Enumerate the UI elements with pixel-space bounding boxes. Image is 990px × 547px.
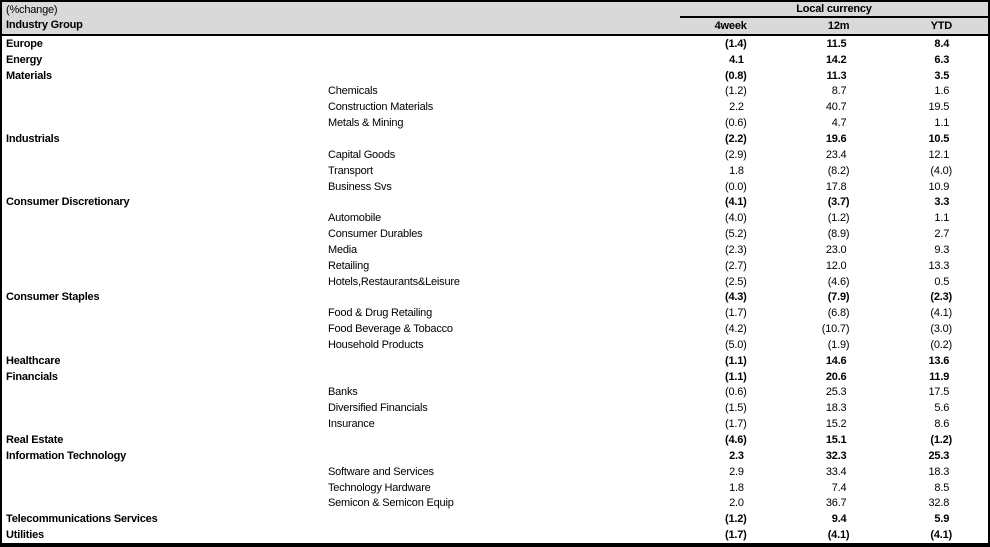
row-label: Information Technology (6, 449, 127, 462)
cell-12m: 23.4 (825, 148, 850, 161)
table-row (2, 179, 988, 195)
row-label: Telecommunications Services (6, 513, 158, 526)
row-label: Real Estate (6, 434, 64, 447)
cell-4week: (1.2) (725, 85, 747, 98)
cell-12m: 9.4 (831, 513, 850, 526)
cell-4week: (4.2) (725, 323, 747, 336)
cell-4week: (2.5) (725, 275, 747, 288)
cell-ytd: (4.1) (930, 307, 952, 320)
cell-4week: (0.6) (725, 117, 747, 130)
row-label: Consumer Discretionary (6, 196, 130, 209)
cell-ytd: 3.3 (934, 196, 952, 209)
cell-4week: (4.0) (725, 212, 747, 225)
cell-4week: (1.1) (725, 370, 747, 383)
cell-4week: 2.0 (729, 497, 747, 510)
header-left (2, 2, 680, 34)
row-label: Hotels,Restaurants&Leisure (328, 275, 460, 288)
row-label: Food Beverage & Tobacco (328, 323, 453, 336)
cell-12m: 25.3 (825, 386, 850, 399)
table-row (2, 305, 988, 321)
row-label: Chemicals (328, 85, 378, 98)
cell-4week: 2.9 (729, 465, 747, 478)
cell-4week: (4.3) (725, 291, 747, 304)
cell-4week: (2.2) (725, 132, 747, 145)
cell-ytd: (4.0) (930, 164, 952, 177)
table-row (2, 400, 988, 416)
table-row (2, 68, 988, 84)
cell-ytd: 0.5 (934, 275, 952, 288)
cell-ytd: 1.6 (934, 85, 952, 98)
cell-4week: (0.6) (725, 386, 747, 399)
row-label: Consumer Staples (6, 291, 100, 304)
cell-4week: 2.3 (729, 449, 747, 462)
row-label: Construction Materials (328, 101, 434, 114)
cell-4week: (4.1) (725, 196, 747, 209)
cell-12m: 18.3 (825, 402, 850, 415)
cell-12m: (1.9) (827, 338, 850, 351)
cell-ytd: 1.1 (934, 212, 952, 225)
column-header-4week: 4week (714, 20, 747, 32)
cell-12m: 8.7 (831, 85, 850, 98)
table-row (2, 527, 988, 543)
row-label: Metals & Mining (328, 117, 404, 130)
table-header (2, 2, 988, 36)
cell-ytd: (0.2) (930, 338, 952, 351)
cell-ytd: 6.3 (934, 53, 952, 66)
cell-ytd: 19.5 (928, 101, 952, 114)
header-right (680, 2, 988, 34)
row-label: Europe (6, 37, 43, 50)
row-label: Business Svs (328, 180, 392, 193)
row-label: Materials (6, 69, 52, 82)
table-row (2, 337, 988, 353)
table-row (2, 353, 988, 369)
cell-ytd: 1.1 (934, 117, 952, 130)
cell-12m: 40.7 (825, 101, 850, 114)
row-label: Insurance (328, 418, 375, 431)
table-row (2, 448, 988, 464)
cell-ytd: 12.1 (928, 148, 952, 161)
cell-ytd: (4.1) (930, 529, 952, 542)
row-label: Banks (328, 386, 358, 399)
cell-12m: (6.8) (827, 307, 850, 320)
cell-12m: 15.2 (825, 418, 850, 431)
cell-12m: 20.6 (825, 370, 850, 383)
cell-4week: (2.9) (725, 148, 747, 161)
cell-ytd: 10.5 (928, 132, 952, 145)
cell-ytd: 11.9 (929, 370, 952, 383)
cell-12m: 33.4 (825, 465, 850, 478)
row-label: Food & Drug Retailing (328, 307, 433, 320)
percent-change-label: (%change) (6, 4, 58, 16)
row-label: Semicon & Semicon Equip (328, 497, 454, 510)
table-row (2, 242, 988, 258)
cell-ytd: 9.3 (934, 243, 952, 256)
row-label: Software and Services (328, 465, 434, 478)
row-label: Retailing (328, 259, 370, 272)
cell-4week: 2.2 (729, 101, 747, 114)
cell-4week: (1.1) (725, 354, 747, 367)
cell-4week: (4.6) (725, 434, 747, 447)
cell-ytd: 2.7 (934, 228, 952, 241)
table-row (2, 464, 988, 480)
cell-4week: 4.1 (729, 53, 747, 66)
cell-12m: 11.5 (826, 37, 850, 50)
table-row (2, 511, 988, 527)
row-label: Diversified Financials (328, 402, 428, 415)
table-row (2, 274, 988, 290)
table-row (2, 99, 988, 115)
table-row (2, 147, 988, 163)
cell-ytd: 8.5 (934, 481, 952, 494)
table-row (2, 495, 988, 511)
cell-4week: (1.2) (725, 513, 747, 526)
row-label: Automobile (328, 212, 382, 225)
row-label: Financials (6, 370, 58, 383)
table-row (2, 258, 988, 274)
cell-ytd: 17.5 (928, 386, 952, 399)
table-row (2, 115, 988, 131)
cell-12m: 14.2 (825, 53, 850, 66)
cell-ytd: 18.3 (928, 465, 952, 478)
industry-group-header: Industry Group (6, 19, 83, 31)
cell-4week: (5.2) (725, 228, 747, 241)
cell-4week: (2.3) (725, 243, 747, 256)
cell-12m: 12.0 (825, 259, 850, 272)
cell-ytd: 32.8 (928, 497, 952, 510)
table-body (2, 36, 988, 543)
cell-12m: 23.0 (825, 243, 850, 256)
cell-12m: (4.6) (827, 275, 850, 288)
cell-ytd: 3.5 (934, 69, 952, 82)
cell-ytd: (1.2) (930, 434, 952, 447)
table-row (2, 321, 988, 337)
table-row (2, 52, 988, 68)
cell-12m: (8.9) (827, 228, 850, 241)
cell-4week: (1.4) (725, 37, 747, 50)
cell-ytd: 5.9 (934, 513, 952, 526)
cell-12m: 32.3 (825, 449, 850, 462)
cell-4week: (0.0) (725, 180, 747, 193)
cell-ytd: 5.6 (934, 402, 952, 415)
cell-12m: (8.2) (827, 164, 850, 177)
cell-4week: (1.7) (725, 529, 747, 542)
cell-12m: 17.8 (825, 180, 850, 193)
cell-12m: (7.9) (827, 291, 850, 304)
row-label: Capital Goods (328, 148, 396, 161)
cell-4week: (1.7) (725, 418, 747, 431)
local-currency-header: Local currency (680, 2, 988, 18)
row-label: Energy (6, 53, 43, 66)
cell-4week: (0.8) (725, 69, 747, 82)
cell-4week: (1.7) (725, 307, 747, 320)
cell-12m: (10.7) (821, 323, 850, 336)
cell-ytd: 13.3 (928, 259, 952, 272)
cell-12m: 11.3 (826, 69, 850, 82)
cell-ytd: (3.0) (930, 323, 952, 336)
cell-12m: 14.6 (825, 354, 850, 367)
row-label: Healthcare (6, 354, 61, 367)
cell-ytd: 13.6 (928, 354, 952, 367)
table-row (2, 163, 988, 179)
column-header-12m: 12m (827, 20, 850, 32)
cell-4week: 1.8 (729, 164, 747, 177)
table-row (2, 36, 988, 52)
row-label: Technology Hardware (328, 481, 431, 494)
cell-ytd: (2.3) (930, 291, 952, 304)
cell-12m: (3.7) (827, 196, 850, 209)
row-label: Media (328, 243, 357, 256)
column-header-ytd: YTD (930, 20, 952, 32)
row-label: Household Products (328, 338, 424, 351)
column-headers (680, 18, 988, 34)
table-row (2, 210, 988, 226)
cell-4week: (1.5) (725, 402, 747, 415)
row-label: Transport (328, 164, 373, 177)
table-row (2, 480, 988, 496)
row-label: Industrials (6, 132, 60, 145)
cell-4week: 1.8 (729, 481, 747, 494)
table-row (2, 432, 988, 448)
cell-4week: (5.0) (725, 338, 747, 351)
cell-ytd: 10.9 (928, 180, 952, 193)
cell-12m: 7.4 (831, 481, 850, 494)
cell-ytd: 8.6 (934, 418, 952, 431)
row-label: Utilities (6, 529, 44, 542)
table-row (2, 416, 988, 432)
table-row (2, 84, 988, 100)
table-row (2, 385, 988, 401)
table-row (2, 131, 988, 147)
table-row (2, 290, 988, 306)
cell-4week: (2.7) (725, 259, 747, 272)
cell-12m: 15.1 (825, 434, 850, 447)
cell-12m: 19.6 (825, 132, 850, 145)
table-row (2, 226, 988, 242)
row-label: Consumer Durables (328, 228, 423, 241)
cell-12m: 4.7 (831, 117, 850, 130)
table-row (2, 194, 988, 210)
table-row (2, 369, 988, 385)
cell-12m: 36.7 (825, 497, 850, 510)
cell-12m: (4.1) (827, 529, 850, 542)
cell-ytd: 8.4 (934, 37, 952, 50)
cell-12m: (1.2) (827, 212, 850, 225)
cell-ytd: 25.3 (928, 449, 952, 462)
